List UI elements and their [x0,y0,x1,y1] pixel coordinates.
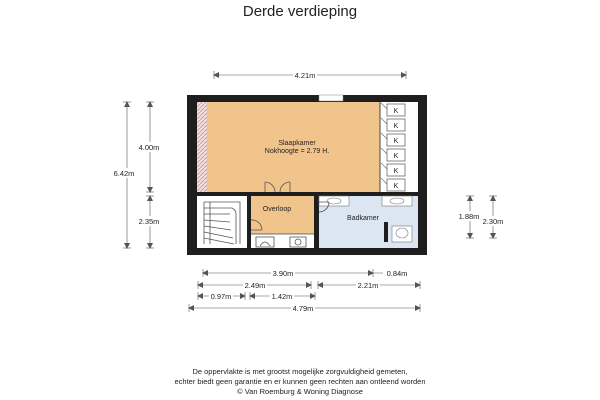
dim-row1-right: 0.84m [386,269,408,278]
bedroom-label: Slaapkamer [278,140,316,147]
bathroom-sink-left [319,196,349,206]
dim-row2-right: 2.21m [357,281,379,290]
dim-row1-main: 3.90m [272,269,294,278]
roof-window [319,95,343,101]
toilet [392,226,412,242]
landing-floor [251,196,314,234]
cabinet-label: K [393,108,399,115]
dim-left-total: 6.42m [113,169,135,178]
dim-left-lower: 2.35m [138,217,160,226]
bathroom-sink-right [382,196,412,206]
dim-row2-left: 2.49m [244,281,266,290]
dim-row3-left: 0.97m [210,292,232,301]
dim-row3-mid: 1.42m [271,292,293,301]
disclaimer-line-1: De oppervlakte is met grootst mogelijke zorgvuldigheid gemeten, [192,367,408,376]
bedroom-ceiling-height: Nokhoogte = 2.79 H. [264,148,330,155]
bedroom-floor [197,102,380,192]
dim-right-outer: 2.30m [482,217,504,226]
cabinet-column [380,102,418,192]
dim-left-upper: 4.00m [138,143,160,152]
landing-label: Overloop [262,206,292,213]
dim-right-inner: 1.88m [458,212,480,221]
stairwell [197,196,247,248]
cabinet-label: K [393,138,399,145]
disclaimer [0,367,600,397]
floor-title: Derde verdieping [242,3,358,20]
landing [251,196,314,248]
bathroom-label: Badkamer [347,215,379,222]
dim-row4-total: 4.79m [292,304,314,313]
dim-top-width: 4.21m [294,71,316,80]
cabinet-label: K [393,168,399,175]
cabinet-label: K [393,153,399,160]
bathroom [319,196,418,248]
disclaimer-line-2: echter biedt geen garantie en er kunnen geen rechten aan ontleend worden [174,377,426,386]
cabinet-label: K [393,183,399,190]
cabinet-label: K [393,123,399,130]
disclaimer-line-3: © Van Roemburg & Woning Diagnose [237,387,363,396]
bedroom-sloped-wall-left [197,102,207,192]
